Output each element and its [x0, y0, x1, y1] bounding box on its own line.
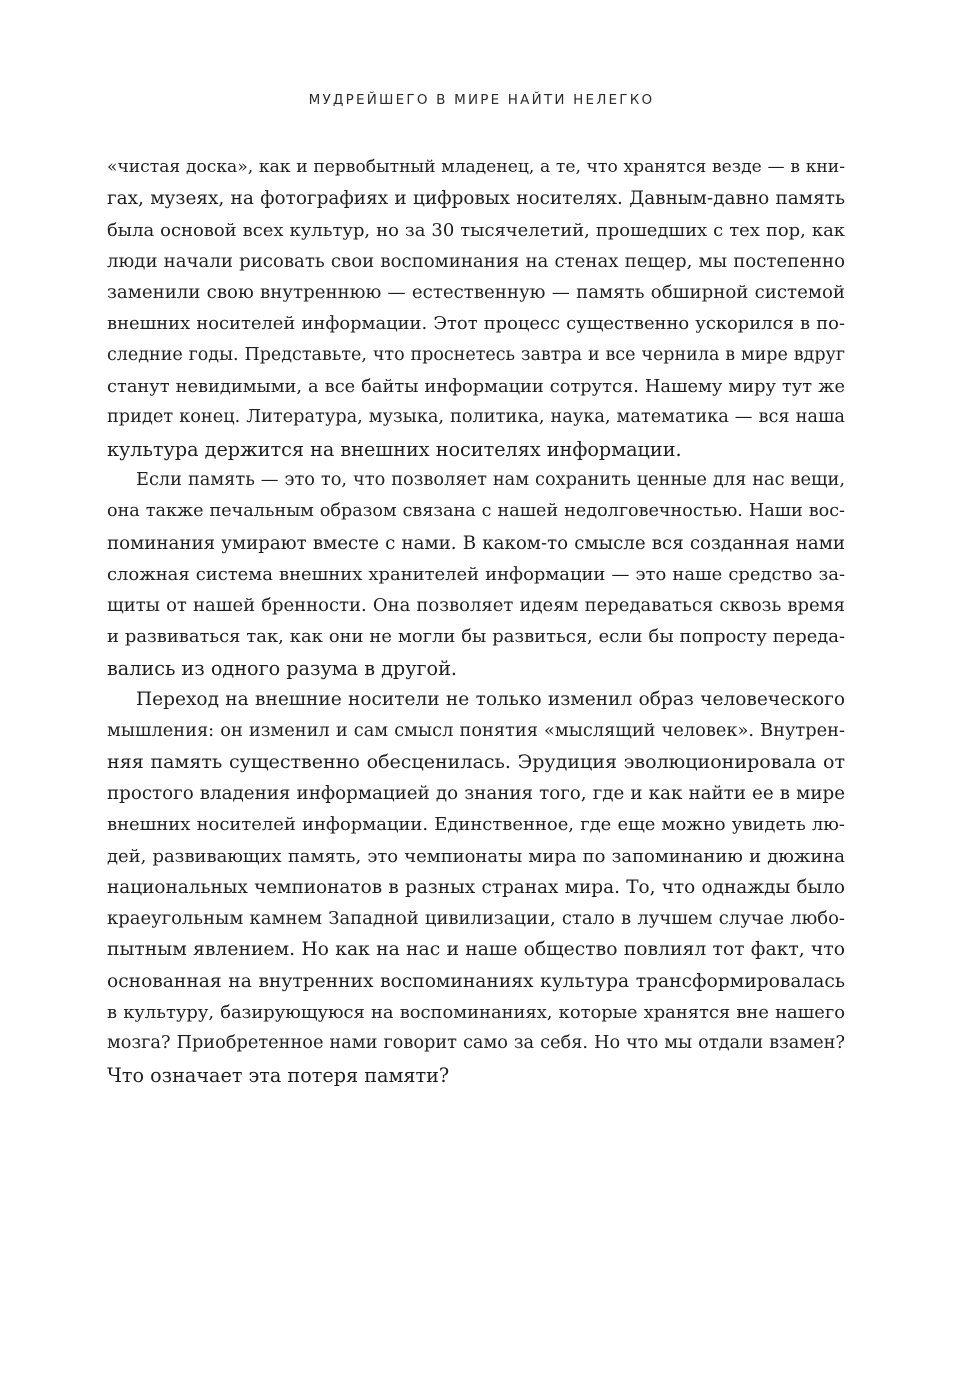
- text-line: Что означает эта потеря памяти?: [107, 1063, 450, 1087]
- text-line: основанная на внутренних воспоминаниях культура трансформировалась: [107, 970, 845, 992]
- text-line: и развиваться так, как они не могли бы развиться, если бы попросту переда-: [107, 626, 845, 648]
- text-line: следние годы. Представьте, что проснетесь завтра и все чернила в мире вдруг: [107, 344, 845, 365]
- text-line: сложная система внешних хранителей информации — это наше средство за-: [107, 563, 845, 585]
- text-line: дей, развивающих память, это чемпионаты мира по запоминанию и дюжина: [107, 845, 845, 867]
- text-line: внешних носителей информации. Единственное, где еще можно увидеть лю-: [107, 814, 845, 836]
- text-line: вались из одного разума в другой.: [107, 656, 457, 680]
- text-line: в культуру, базирующуюся на воспоминаниях, которые хранятся вне нашего: [107, 1002, 845, 1024]
- text-line: пытным явлением. Но как на нас и наше общество повлиял тот факт, что: [107, 939, 845, 961]
- text-line: заменили свою внутреннюю — естественную — память обширной системой: [107, 282, 845, 304]
- text-line: «чистая доска», как и первобытный младенец, а те, что хранятся везде — в кни-: [107, 157, 845, 177]
- text-line: придет конец. Литература, музыка, политика, наука, математика — вся наша: [107, 407, 845, 428]
- text-line: гах, музеях, на фотографиях и цифровых носителях. Давным-давно память: [107, 188, 845, 210]
- text-line: национальных чемпионатов в разных странах мира. То, что однажды было: [107, 876, 845, 898]
- text-line: она также печальным образом связана с нашей недолговечностью. Наши вос-: [107, 501, 845, 522]
- text-line: культура держится на внешних носителях информации.: [107, 437, 682, 461]
- text-line: была основой всех культур, но за 30 тысячелетий, прошедших с тех пор, как: [107, 219, 845, 241]
- paragraph-3: [107, 684, 845, 1091]
- text-line: Переход на внешние носители не только изменил образ человеческого: [136, 689, 845, 711]
- text-line: щиты от нашей бренности. Она позволяет идеям передаваться сквозь время: [107, 595, 845, 617]
- text-line: поминания умирают вместе с нами. В каком-то смысле вся созданная нами: [107, 532, 845, 554]
- text-line: Если память — это то, что позволяет нам сохранить ценные для нас вещи,: [136, 469, 845, 490]
- text-line: простого владения информацией до знания того, где и как найти ее в мире: [107, 782, 845, 804]
- text-line: люди начали рисовать свои воспоминания на стенах пещер, мы постепенно: [107, 250, 845, 272]
- body-text: [107, 152, 845, 1091]
- text-line: станут невидимыми, а все байты информации сотрутся. Нашему миру тут же: [107, 376, 845, 398]
- text-line: внешних носителей информации. Этот процесс существенно ускорился в по-: [107, 313, 845, 335]
- text-line: няя память существенно обесценилась. Эрудиция эволюционировала от: [107, 750, 845, 773]
- text-line: мышления: он изменил и сам смысл понятия «мыслящий человек». Внутрен-: [107, 720, 845, 742]
- running-head: МУДРЕЙШЕГО В МИРЕ НАЙТИ НЕЛЕГКО: [308, 92, 655, 108]
- text-line: мозга? Приобретенное нами говорит само за себя. Но что мы отдали взамен?: [107, 1033, 845, 1054]
- text-line: краеугольным камнем Западной цивилизации, стало в лучшем случае любо-: [107, 908, 845, 930]
- paragraph-1: [107, 152, 845, 465]
- paragraph-2: [107, 465, 845, 684]
